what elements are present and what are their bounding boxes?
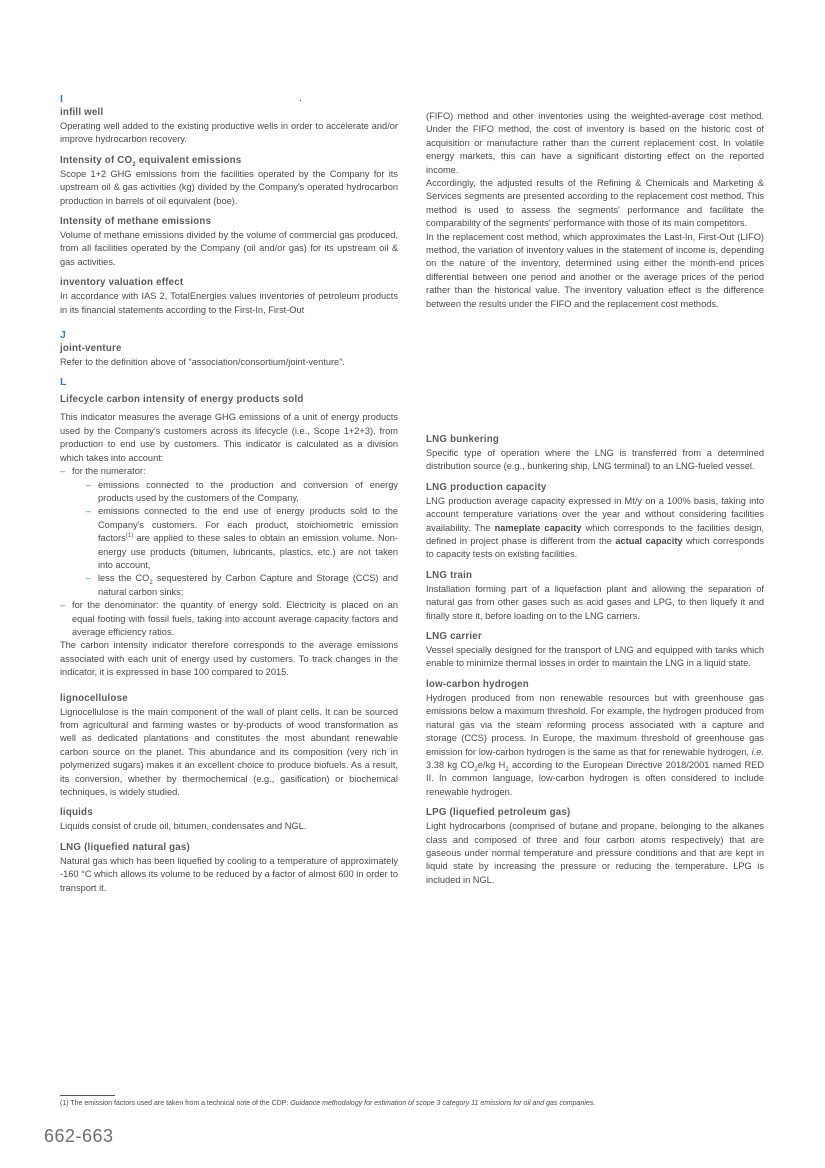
section-letter-i: I bbox=[60, 93, 63, 105]
def-lpg: Light hydrocarbons (comprised of butane and propane, belonging to the alkanes class and composed of three and four carbon atoms respectively) that are gaseous under normal temperature and pressure conditions and that are kept in liquid state by increasing the pressure or reducing the temperature. LPG is included in NGL. bbox=[426, 821, 764, 885]
term-lpg: LPG (liquefied petroleum gas) bbox=[426, 807, 571, 819]
def-lignocellulose: Lignocellulose is the main component of the wall of plant cells. It can be sourced from agricultural and farming wastes or by-products of wood transformation as well as dedicated plantations and constitutes the most abundant renewable carbon source on the planet. This abundance and its composition (very rich in polymerized sugars) makes it an excellent choice to produce biofuels. As a result, its conversion, whether by thermochemical (e.g., gasification) or biochemical techniques, is widely studied. bbox=[60, 706, 398, 798]
left-column bbox=[60, 92, 398, 895]
right-column-continuation bbox=[426, 110, 764, 311]
def-intensity-co2: Scope 1+2 GHG emissions from the facilities operated by the Company for its upstream oil & gas activities (kg) divided by the Company's operated hydrocarbon production in barrels of oil equivalent (boe). bbox=[60, 168, 398, 206]
term-lignocellulose: lignocellulose bbox=[60, 692, 128, 704]
term-lng-production-capacity: LNG production capacity bbox=[426, 481, 547, 493]
term-lng: LNG (liquefied natural gas) bbox=[60, 841, 190, 853]
def-infill-well: Operating well added to the existing productive wells in order to accelerate and/or improve hydrocarbon recovery. bbox=[60, 121, 398, 145]
term-joint-venture: joint-venture bbox=[60, 343, 122, 355]
inventory-paragraph-1: (FIFO) method and other inventories using the weighted-average cost method. Under the FIFO method, the cost of inventory is based on the historic cost of acquisition or manufacture rather than the current replacement cost. In volatile energy markets, this can have a significant distorting effect on the reported income. bbox=[426, 111, 764, 175]
term-low-carbon-hydrogen: low-carbon hydrogen bbox=[426, 678, 529, 690]
list-item: – for the numerator: – emissions connected to the production and conversion of energy products used by the customers of the Company, – emissions connected to the end use of energy products sold to the Company's customers. For each product, stoichiometric emission factors$^{(1)}$ are applied to these sales to obtain an emission volume. Non-energy use products (bitumen, lubricants, plastics, etc.) are not taken into account, – less the $CO_2$ sequestered by Carbon Capture and Storage (CCS) and natural carbon sinks; bbox=[60, 465, 398, 599]
list-item: – for the denominator: the quantity of energy sold. Electricity is placed on an equal footing with fossil fuels, taking into account average capacity factors and average efficiency ratios. bbox=[60, 599, 398, 639]
list-item: – less the $CO_2$ sequestered by Carbon Capture and Storage (CCS) and natural carbon sinks; bbox=[72, 572, 398, 599]
section-letter-l: L bbox=[60, 376, 67, 389]
inventory-paragraph-2: Accordingly, the adjusted results of the Refining & Chemicals and Marketing & Services segments are presented according to the replacement cost method. This method is used to assess the segments' performance and facilitate the comparability of the segments' performance with those of its main competitors. bbox=[426, 178, 764, 229]
term-liquids: liquids bbox=[60, 807, 93, 819]
def-lng-train: Installation forming part of a liquefaction plant and allowing the separation of natural gas from other gases such as acid gases and LPG, to then liquefy it and finally store it, before loading on to the LNG carriers. bbox=[426, 583, 764, 621]
sub-list bbox=[72, 479, 398, 600]
def-lng-production-capacity: LNG production average capacity expressed in Mt/y on a 100% basis, taking into account temperature variations over the year and without considering facilities availability. The nameplate capacity which corresponds to the facilities design, defined in project phase is different from the actual capacity which corresponds to capacity tests on existing facilities. bbox=[426, 495, 764, 560]
term-lifecycle-carbon: Lifecycle carbon intensity of energy products sold bbox=[60, 394, 304, 406]
term-lng-carrier: LNG carrier bbox=[426, 631, 482, 643]
def-low-carbon-hydrogen: Hydrogen produced from non renewable resources but with greenhouse gas emissions below a maximum threshold. For example, the hydrogen produced from natural gas via the steam reforming process associated with a capture and storage (CCS) process. In Europe, the maximum threshold of greenhouse gas emission for low-carbon hydrogen is the same as that for renewable hydrogen, i.e. 3.38 kg $CO_2e/kg$ $H_2$ according to the European Directive 2018/2001 named RED II. In common language, low-carbon hydrogen is often considered to include renewable hydrogen. bbox=[426, 692, 765, 797]
def-inventory-valuation: In accordance with IAS 2, TotalEnergies values inventories of petroleum products in its financial statements according to the First-In, First-Out bbox=[60, 291, 398, 315]
term-lng-train: LNG train bbox=[426, 569, 473, 581]
term-inventory-valuation: inventory valuation effect bbox=[60, 277, 184, 289]
def-lng-bunkering: Specific type of operation where the LNG is transferred from a determined distribution source (e.g., bunkering ship, LNG terminal) to an LNG-fueled vessel. bbox=[426, 448, 764, 472]
footnote-rule bbox=[60, 1095, 115, 1096]
term-intensity-methane: Intensity of methane emissions bbox=[60, 216, 212, 228]
term-infill-well: infill well bbox=[60, 107, 104, 118]
term-lng-bunkering: LNG bunkering bbox=[426, 434, 500, 445]
def-intensity-methane: Volume of methane emissions divided by the volume of commercial gas produced, from all facilities operated by the Company (oil and/or gas) for its upstream oil & gas activities. bbox=[60, 230, 398, 267]
def-liquids: Liquids consist of crude oil, bitumen, condensates and NGL. bbox=[60, 821, 307, 832]
list-item: – emissions connected to the end use of energy products sold to the Company's customers. For each product, stoichiometric emission factors$^{(1)}$ are applied to these sales to obtain an emission volume. Non-energy use products (bitumen, lubricants, plastics, etc.) are not taken into account, bbox=[72, 505, 398, 572]
def-joint-venture: Refer to the definition above of “association/consortium/joint-venture”. bbox=[60, 357, 345, 368]
def-lng-carrier: Vessel specially designed for the transport of LNG and equipped with tanks which enable to minimize thermal losses in order to maintain the LNG in a liquid state. bbox=[426, 645, 764, 669]
def-lifecycle-intro: This indicator measures the average GHG emissions of a unit of energy products used by the Company's customers across its lifecycle (i.e., Scope 1+2+3), from production to end use by customers. This indicator is calculated as a division which takes into account: bbox=[60, 412, 398, 463]
def-lng: Natural gas which has been liquefied by cooling to a temperature of approximately -160 °C which allows its volume to be reduced by a factor of almost 600 in order to transport it. bbox=[60, 855, 398, 893]
list-item: – emissions connected to the production and conversion of energy products used by the customers of the Company, bbox=[72, 479, 398, 506]
lifecycle-list bbox=[60, 465, 398, 639]
term-intensity-co2: Intensity of $CO_2$ equivalent emissions bbox=[60, 154, 242, 168]
footnote: (1) The emission factors used are taken from a technical note of the CDP: Guidance methodology for estimation of scope 3 category 11 emissions for oil and gas companies. bbox=[60, 1100, 596, 1107]
def-lifecycle-outro: The carbon intensity indicator therefore corresponds to the average emissions associated with each unit of energy used by customers. To track changes in the indicator, it is expressed in base 100 compared to 2015. bbox=[60, 640, 398, 678]
page-number: 662-663 bbox=[44, 1126, 114, 1146]
right-column-definitions bbox=[426, 433, 764, 887]
section-letter-j: J bbox=[60, 329, 66, 342]
inventory-paragraph-3: In the replacement cost method, which approximates the Last-In, First-Out (LIFO) method, the variation of inventory values in the statement of income is, depending on the nature of the inventory, determined using either the month-end prices differential between one period and another or the average prices of the period rather than the historical value. The inventory valuation effect is the difference between the results under the FIFO and the replacement cost methods. bbox=[426, 231, 764, 309]
